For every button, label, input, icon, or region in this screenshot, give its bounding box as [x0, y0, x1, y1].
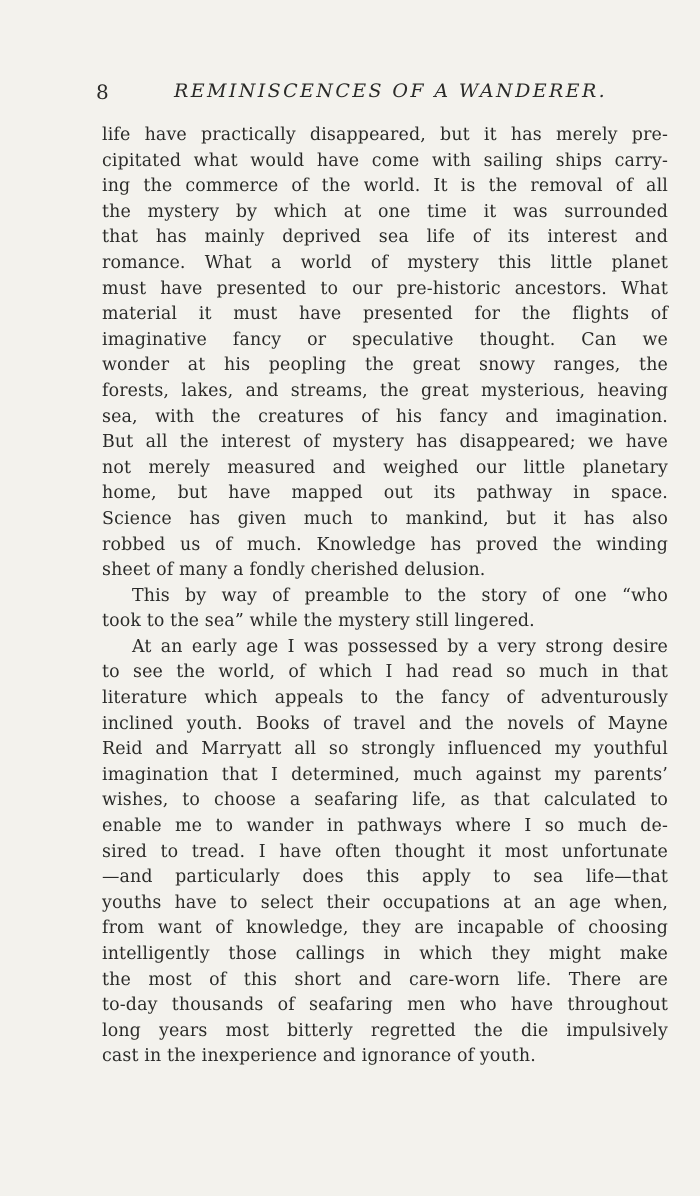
text-line: This by way of preamble to the story of one “who [132, 585, 668, 606]
text-line: imagination that I determined, much against my parents’ [102, 764, 668, 785]
text-line: Science has given much to mankind, but it has also [102, 508, 668, 529]
text-line: Reid and Marryatt all so strongly influenced my youthful [102, 739, 668, 760]
text-line: home, but have mapped out its pathway in space. [102, 483, 668, 504]
running-title: REMINISCENCES OF A WANDERER. [174, 80, 608, 102]
paragraph [102, 635, 668, 1070]
text-line: ing the commerce of the world. It is the removal of all [102, 176, 668, 197]
text-line: youths have to select their occupations at an age when, [102, 892, 668, 913]
text-line: that has mainly deprived sea life of its interest and [102, 227, 668, 248]
text-line: —and particularly does this apply to sea life—that [102, 867, 668, 888]
text-line: must have presented to our pre-historic ancestors. What [102, 278, 668, 299]
paragraph [102, 123, 668, 584]
text-line: to see the world, of which I had read so much in that [102, 662, 668, 683]
text-line: enable me to wander in pathways where I so much de- [102, 816, 668, 837]
text-line: sheet of many a fondly cherished delusion. [102, 560, 486, 581]
text-line: life have practically disappeared, but it has merely pre- [102, 125, 668, 145]
text-line: intelligently those callings in which they might make [102, 944, 668, 964]
text-line: wishes, to choose a seafaring life, as that calculated to [102, 790, 668, 811]
text-line: At an early age I was possessed by a very strong desire [132, 636, 668, 657]
text-line: material it must have presented for the flights of [102, 304, 668, 325]
text-line: wonder at his peopling the great snowy ranges, the [102, 355, 668, 376]
text-line: sired to tread. I have often thought it most unfortunate [102, 841, 668, 862]
text-line: forests, lakes, and streams, the great mysterious, heaving [102, 380, 668, 401]
text-line: romance. What a world of mystery this little planet [102, 252, 668, 273]
page-number: 8 [96, 80, 110, 104]
text-line: literature which appeals to the fancy of adventurously [102, 688, 668, 709]
text-line: robbed us of much. Knowledge has proved the winding [102, 534, 668, 555]
text-line: the mystery by which at one time it was surrounded [102, 201, 668, 222]
text-line: imaginative fancy or speculative thought. Can we [102, 329, 668, 350]
paragraph [102, 584, 668, 635]
text-line: cast in the inexperience and ignorance of youth. [102, 1046, 536, 1067]
text-line: cipitated what would have come with sailing ships carry- [102, 150, 668, 171]
text-line: not merely measured and weighed our little planetary [102, 457, 668, 478]
text-line: took to the sea” while the mystery still lingered. [102, 611, 535, 632]
text-line: from want of knowledge, they are incapable of choosing [102, 918, 668, 939]
text-line: But all the interest of mystery has disappeared; we have [102, 432, 668, 453]
text-line: sea, with the creatures of his fancy and imagination. [102, 406, 668, 427]
body-text [102, 123, 668, 1070]
text-line: to-day thousands of seafaring men who have throughout [102, 995, 668, 1016]
text-line: long years most bitterly regretted the die impulsively [102, 1020, 668, 1041]
page-header [96, 80, 608, 110]
text-line: inclined youth. Books of travel and the novels of Mayne [102, 713, 668, 734]
text-line: the most of this short and care-worn life. There are [102, 969, 668, 990]
